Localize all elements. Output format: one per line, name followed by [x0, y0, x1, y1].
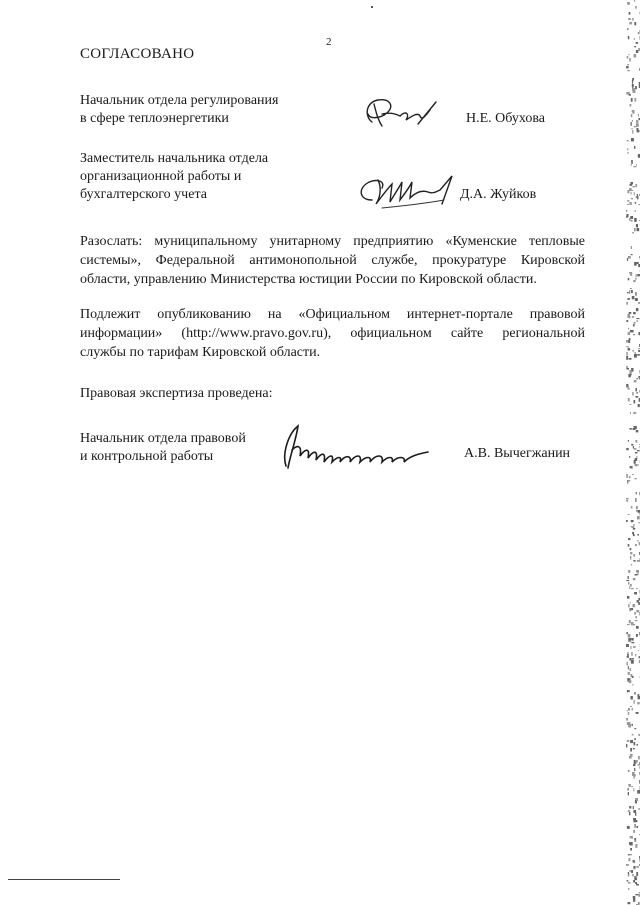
distribution-paragraph [80, 232, 585, 289]
signatory-1-title: Начальник отдела регулирования в сфере теплоэнергетики [80, 93, 279, 126]
distribution-line: Разослать: муниципальному унитарному предприятию «Куменские тепловые [80, 234, 585, 249]
distribution-line: области, управлению Министерства юстиции России по Кировской области. [80, 272, 537, 287]
signatory-2-name: Д.А. Жуйков [460, 187, 537, 202]
publication-paragraph [80, 305, 585, 362]
scan-speck [371, 6, 373, 8]
publication-line: службы по тарифам Кировской области. [80, 345, 321, 360]
publication-line: Подлежит опубликованию на «Официальном интернет-портале правовой [80, 307, 585, 322]
signature-vychegzhanin [268, 420, 436, 476]
publication-line: информации» (http://www.pravo.gov.ru), официальном сайте региональной [80, 326, 585, 341]
legal-expertise-note: Правовая экспертиза проведена: [80, 386, 273, 401]
legal-signatory-name: А.В. Вычегжанин [464, 446, 571, 461]
page-number: 2 [326, 36, 332, 48]
approval-heading: СОГЛАСОВАНО [80, 46, 195, 62]
scan-edge-noise [618, 0, 640, 905]
signatory-1-name: Н.Е. Обухова [466, 111, 545, 126]
signature-obukhova [360, 92, 440, 136]
signatory-2-title: Заместитель начальника отдела организационной работы и бухгалтерского учета [80, 151, 269, 202]
legal-signatory-title: Начальник отдела правовой и контрольной работы [80, 431, 246, 464]
distribution-line: системы», Федеральной антимонопольной службе, прокуратуре Кировской [80, 253, 585, 268]
footnote-rule [8, 879, 120, 880]
signature-zhuikov [352, 170, 464, 212]
